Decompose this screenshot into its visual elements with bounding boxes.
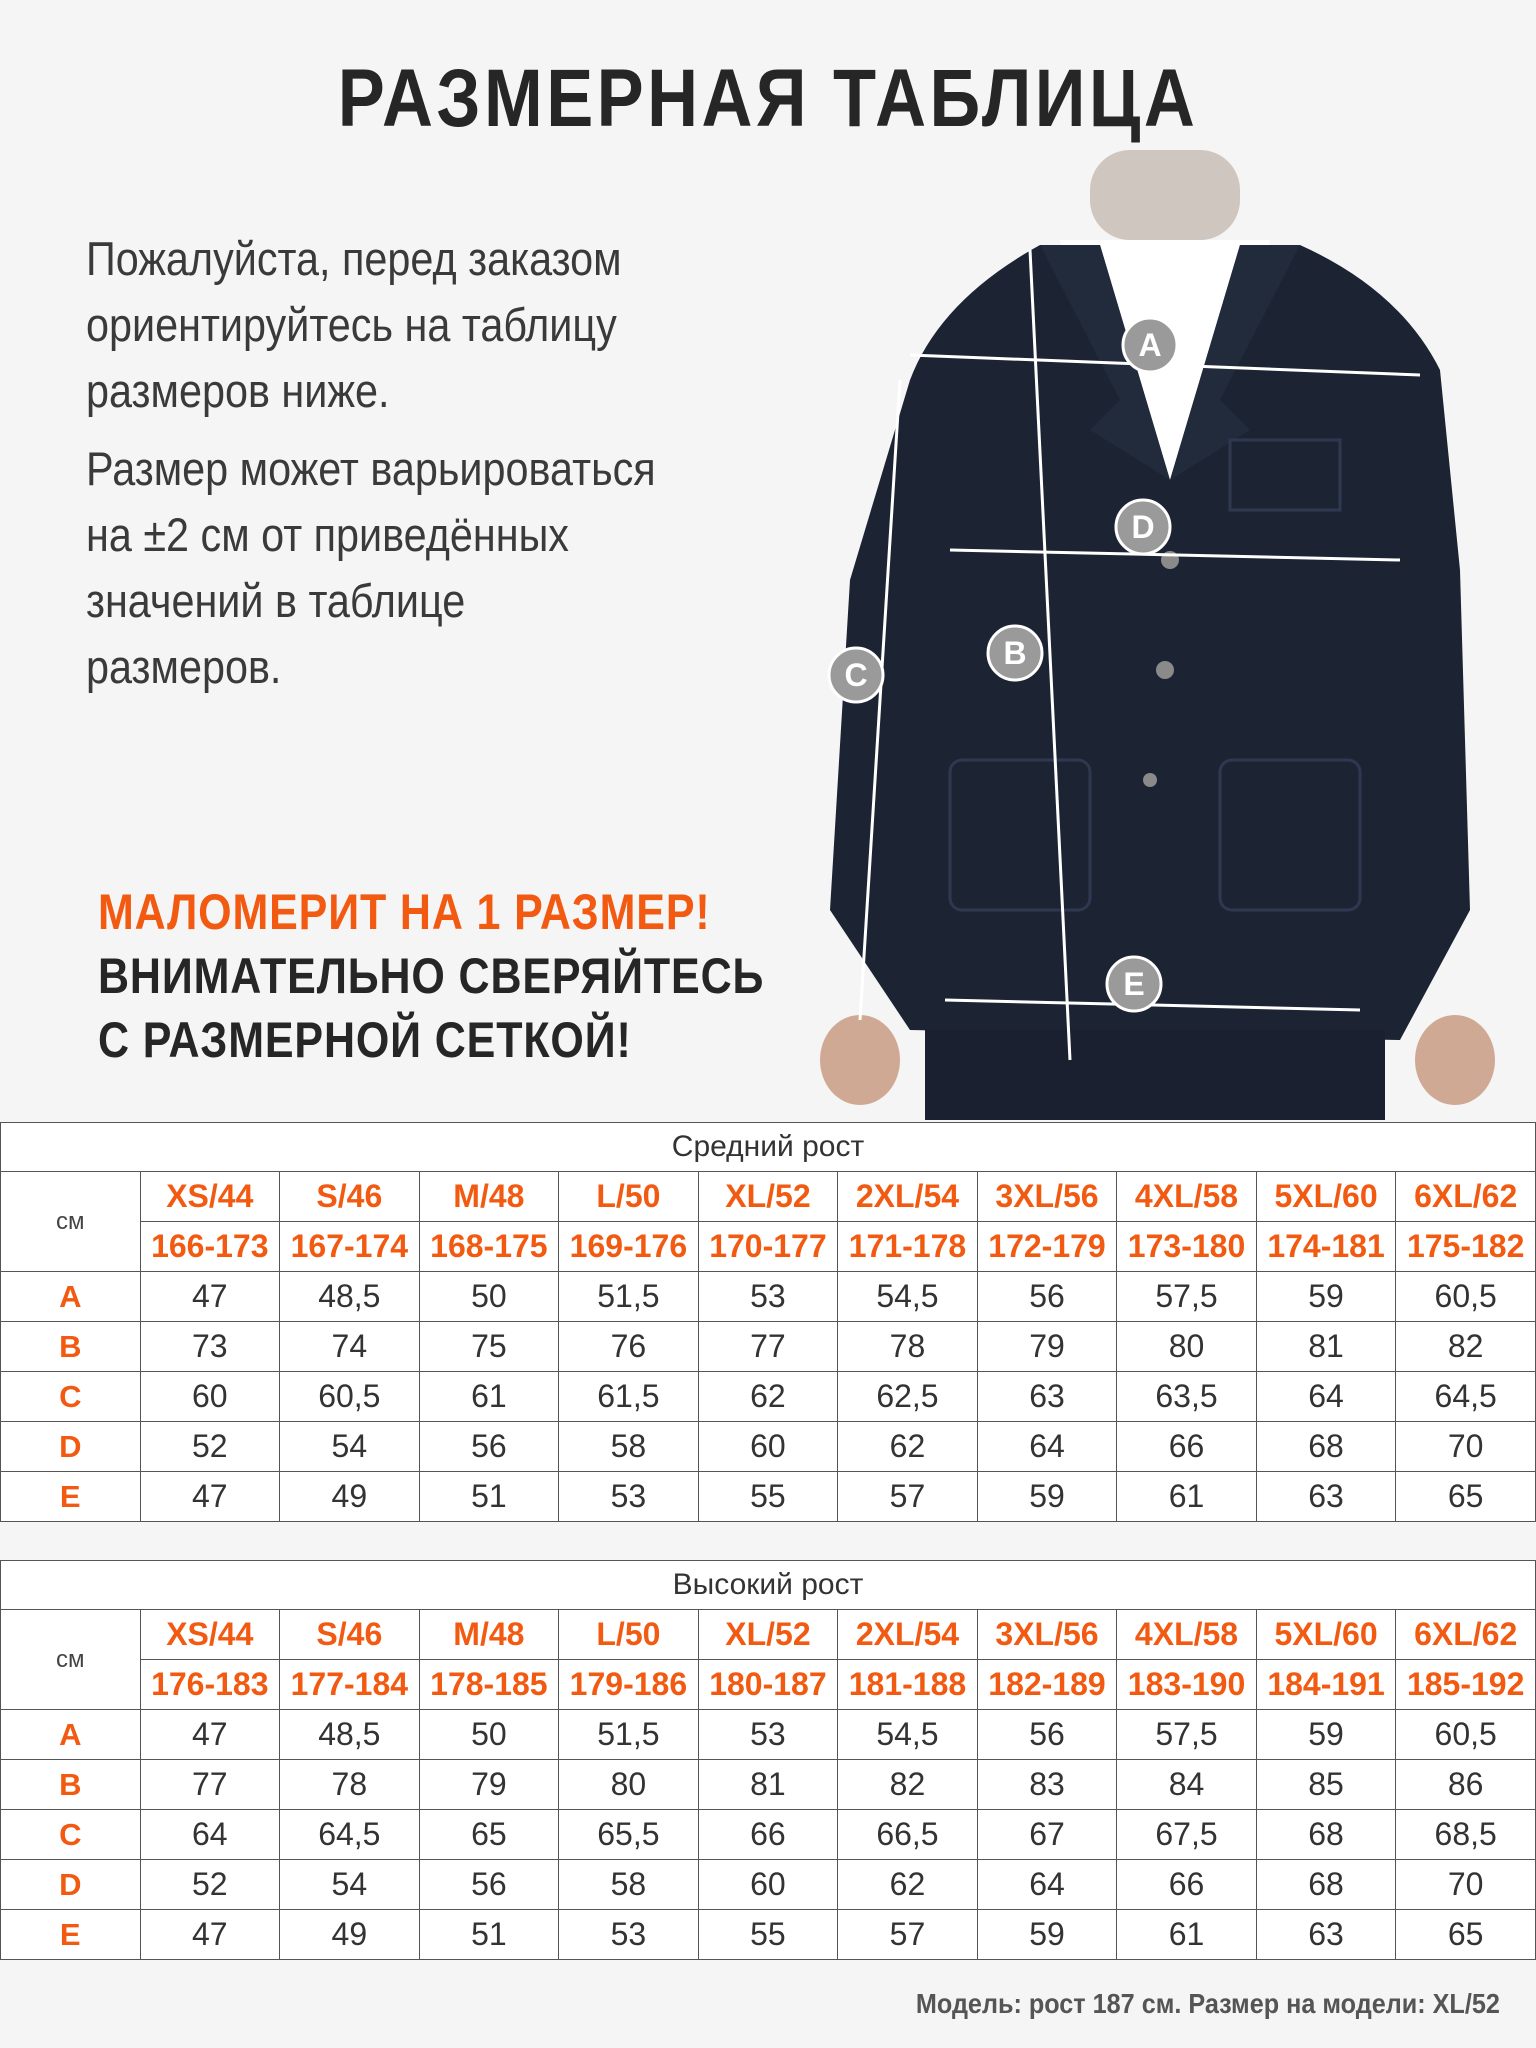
measurement-label: D [1,1422,141,1472]
measurement-value: 53 [698,1272,838,1322]
marker-c [829,648,883,702]
measurement-value: 84 [1117,1760,1257,1810]
table-row [1,1860,1536,1910]
measurement-value: 64,5 [1396,1372,1536,1422]
measurement-value: 80 [1117,1322,1257,1372]
intro-paragraph-1 [86,226,720,424]
page-title: РАЗМЕРНАЯ ТАБЛИЦА [337,53,1199,144]
measurement-value: 66 [698,1810,838,1860]
size-label: S/46 [280,1610,420,1660]
table-row [1,1472,1536,1522]
measurement-value: 61 [1117,1910,1257,1960]
height-range: 173-180 [1117,1222,1257,1272]
measurement-label: A [1,1710,141,1760]
measurement-value: 63 [1256,1910,1396,1960]
measurement-value: 80 [559,1760,699,1810]
measurement-label: D [1,1860,141,1910]
svg-text:A: A [1138,327,1162,363]
measurement-value: 58 [559,1860,699,1910]
size-label: M/48 [419,1610,559,1660]
measurement-value: 73 [140,1322,280,1372]
measurement-value: 57,5 [1117,1272,1257,1322]
height-range: 174-181 [1256,1222,1396,1272]
measurement-value: 52 [140,1422,280,1472]
measurement-value: 56 [977,1272,1117,1322]
size-label: S/46 [280,1172,420,1222]
measurement-value: 49 [280,1910,420,1960]
measurement-value: 51,5 [559,1710,699,1760]
intro-line: значений в таблице [86,574,466,627]
size-label: XS/44 [140,1172,280,1222]
measurement-value: 83 [977,1760,1117,1810]
height-range: 181-188 [838,1660,978,1710]
table-caption: Средний рост [1,1123,1536,1172]
measurement-value: 50 [419,1272,559,1322]
measurement-value: 49 [280,1472,420,1522]
warning-line-1: МАЛОМЕРИТ НА 1 РАЗМЕР! [98,884,711,940]
intro-line: ориентируйтесь на таблицу [86,298,617,351]
model-face [1090,150,1240,240]
measurement-value: 48,5 [280,1272,420,1322]
table-caption-row [1,1123,1536,1172]
measurement-value: 66,5 [838,1810,978,1860]
measurement-value: 60,5 [1396,1710,1536,1760]
measurement-value: 65 [1396,1472,1536,1522]
measurement-value: 81 [698,1760,838,1810]
warning-line-3: С РАЗМЕРНОЙ СЕТКОЙ! [98,1012,632,1068]
intro-line: размеров ниже. [86,364,390,417]
height-range: 170-177 [698,1222,838,1272]
size-label: 6XL/62 [1396,1172,1536,1222]
size-label: L/50 [559,1172,699,1222]
measurement-value: 61 [419,1372,559,1422]
measurement-label: E [1,1910,141,1960]
measurement-value: 68 [1256,1810,1396,1860]
svg-text:C: C [844,657,868,693]
measurement-value: 63,5 [1117,1372,1257,1422]
measurement-value: 56 [419,1422,559,1472]
measurement-value: 68 [1256,1860,1396,1910]
size-header-row [1,1610,1536,1660]
measurement-value: 53 [559,1910,699,1960]
table-caption-row [1,1561,1536,1610]
size-label: 3XL/56 [977,1172,1117,1222]
size-table-medium-height [0,1122,1536,1522]
height-range: 171-178 [838,1222,978,1272]
measurement-value: 78 [838,1322,978,1372]
measurement-value: 54 [280,1860,420,1910]
table-row [1,1422,1536,1472]
measurement-value: 63 [977,1372,1117,1422]
height-range: 184-191 [1256,1660,1396,1710]
table-row [1,1372,1536,1422]
size-table-tall-height [0,1560,1536,1960]
height-range: 183-190 [1117,1660,1257,1710]
button [1143,773,1157,787]
size-label: XS/44 [140,1610,280,1660]
measurement-value: 81 [1256,1322,1396,1372]
measurement-value: 64,5 [280,1810,420,1860]
table-row [1,1760,1536,1810]
measurement-value: 54,5 [838,1710,978,1760]
measurement-value: 64 [977,1860,1117,1910]
measurement-value: 67,5 [1117,1810,1257,1860]
measurement-value: 51 [419,1472,559,1522]
measurement-value: 59 [977,1472,1117,1522]
measurement-value: 82 [1396,1322,1536,1372]
measurement-value: 65,5 [559,1810,699,1860]
measurement-value: 48,5 [280,1710,420,1760]
measurement-label: A [1,1272,141,1322]
measurement-value: 64 [1256,1372,1396,1422]
height-range: 176-183 [140,1660,280,1710]
measurement-value: 62 [698,1372,838,1422]
measurement-value: 75 [419,1322,559,1372]
measurement-value: 77 [698,1322,838,1372]
measurement-value: 68 [1256,1422,1396,1472]
measurement-value: 59 [1256,1710,1396,1760]
intro-line: размеров. [86,640,282,693]
measurement-value: 77 [140,1760,280,1810]
size-label: 5XL/60 [1256,1172,1396,1222]
measurement-label: B [1,1322,141,1372]
measurement-value: 85 [1256,1760,1396,1810]
measurement-value: 61 [1117,1472,1257,1522]
measurement-value: 53 [559,1472,699,1522]
measurement-value: 76 [559,1322,699,1372]
height-range: 180-187 [698,1660,838,1710]
svg-text:E: E [1123,966,1145,1002]
marker-e [1107,957,1161,1011]
height-range: 182-189 [977,1660,1117,1710]
table-row [1,1322,1536,1372]
size-label: XL/52 [698,1172,838,1222]
measurement-value: 74 [280,1322,420,1372]
intro-line: Пожалуйста, перед заказом [86,232,622,285]
height-range: 175-182 [1396,1222,1536,1272]
unit-label: см [1,1172,141,1272]
measurement-value: 62 [838,1422,978,1472]
marker-b [988,626,1042,680]
size-label: 5XL/60 [1256,1610,1396,1660]
measurement-value: 67 [977,1810,1117,1860]
measurement-value: 70 [1396,1422,1536,1472]
height-range: 179-186 [559,1660,699,1710]
size-label: 2XL/54 [838,1610,978,1660]
svg-text:B: B [1003,635,1027,671]
measurement-value: 50 [419,1710,559,1760]
fit-warning [98,880,764,1072]
size-label: XL/52 [698,1610,838,1660]
measurement-value: 51 [419,1910,559,1960]
marker-d [1116,500,1170,554]
measurement-value: 78 [280,1760,420,1810]
measurement-value: 47 [140,1710,280,1760]
warning-line-2: ВНИМАТЕЛЬНО СВЕРЯЙТЕСЬ [98,948,765,1004]
size-label: 2XL/54 [838,1172,978,1222]
height-range: 177-184 [280,1660,420,1710]
measurement-value: 57,5 [1117,1710,1257,1760]
size-label: 6XL/62 [1396,1610,1536,1660]
measurement-value: 60,5 [280,1372,420,1422]
size-label: 3XL/56 [977,1610,1117,1660]
measurement-value: 60 [698,1860,838,1910]
right-hand [1415,1015,1495,1105]
measurement-value: 54 [280,1422,420,1472]
intro-paragraph-2 [86,436,720,700]
measurement-value: 56 [977,1710,1117,1760]
measurement-value: 59 [1256,1272,1396,1322]
measurement-value: 59 [977,1910,1117,1960]
table-row [1,1710,1536,1760]
measurement-value: 64 [140,1810,280,1860]
measurement-value: 60,5 [1396,1272,1536,1322]
size-label: 4XL/58 [1117,1172,1257,1222]
measurement-value: 82 [838,1760,978,1810]
measurement-value: 58 [559,1422,699,1472]
measurement-value: 62,5 [838,1372,978,1422]
measurement-value: 53 [698,1710,838,1760]
size-label: L/50 [559,1610,699,1660]
unit-label: см [1,1610,141,1710]
height-range: 166-173 [140,1222,280,1272]
measurement-value: 60 [140,1372,280,1422]
jacket-model-image [800,150,1536,1120]
height-range-row [1,1222,1536,1272]
measurement-value: 57 [838,1910,978,1960]
table-caption: Высокий рост [1,1561,1536,1610]
height-range-row [1,1660,1536,1710]
measurement-label: C [1,1810,141,1860]
left-hand [820,1015,900,1105]
measurement-value: 56 [419,1860,559,1910]
measurement-value: 64 [977,1422,1117,1472]
measurement-value: 55 [698,1910,838,1960]
button [1156,661,1174,679]
height-range: 185-192 [1396,1660,1536,1710]
measurement-label: B [1,1760,141,1810]
height-range: 167-174 [280,1222,420,1272]
model-info: Модель: рост 187 см. Размер на модели: XL/52 [916,1988,1500,2019]
measurement-value: 51,5 [559,1272,699,1322]
measurement-value: 61,5 [559,1372,699,1422]
measurement-value: 55 [698,1472,838,1522]
trousers [925,1030,1385,1120]
intro-line: Размер может варьироваться [86,442,656,495]
measurement-value: 47 [140,1272,280,1322]
measurement-value: 79 [977,1322,1117,1372]
measurement-value: 54,5 [838,1272,978,1322]
size-header-row [1,1172,1536,1222]
measurement-value: 70 [1396,1860,1536,1910]
height-range: 178-185 [419,1660,559,1710]
table-row [1,1910,1536,1960]
measurement-value: 47 [140,1910,280,1960]
measurement-value: 60 [698,1422,838,1472]
measurement-value: 62 [838,1860,978,1910]
marker-a [1123,318,1177,372]
measurement-value: 79 [419,1760,559,1810]
measurement-value: 66 [1117,1422,1257,1472]
measurement-value: 47 [140,1472,280,1522]
intro-line: на ±2 см от приведённых [86,508,569,561]
measurement-value: 52 [140,1860,280,1910]
measurement-value: 65 [1396,1910,1536,1960]
measurement-value: 57 [838,1472,978,1522]
size-label: 4XL/58 [1117,1610,1257,1660]
measurement-label: E [1,1472,141,1522]
height-range: 168-175 [419,1222,559,1272]
height-range: 169-176 [559,1222,699,1272]
measurement-value: 63 [1256,1472,1396,1522]
measurement-value: 65 [419,1810,559,1860]
size-label: M/48 [419,1172,559,1222]
measurement-value: 68,5 [1396,1810,1536,1860]
svg-text:D: D [1131,509,1155,545]
table-row [1,1810,1536,1860]
measurement-value: 66 [1117,1860,1257,1910]
table-row [1,1272,1536,1322]
measurement-label: C [1,1372,141,1422]
measurement-value: 86 [1396,1760,1536,1810]
height-range: 172-179 [977,1222,1117,1272]
